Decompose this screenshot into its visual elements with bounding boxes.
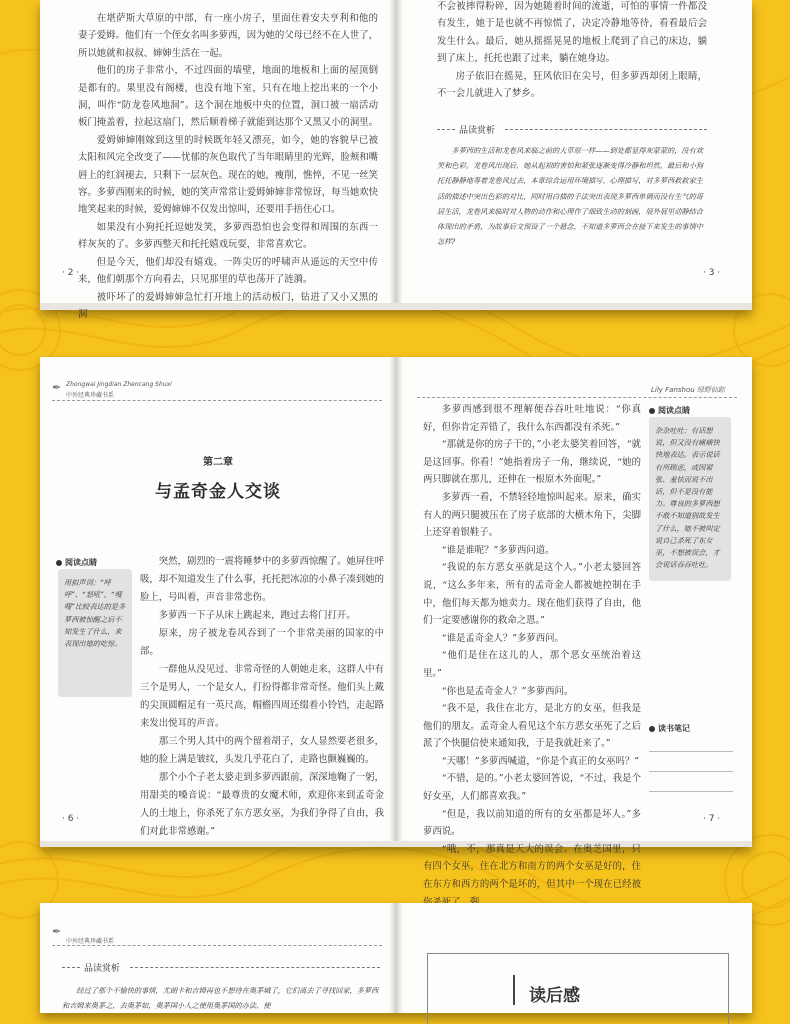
header-rule bbox=[52, 945, 382, 946]
paragraph: 但是今天，他们却没有嬉戏。一阵尖厉的呼啸声从遥远的天空中传来，他们朝那个方向看去，只见那里的草也荡开了涟漪。 bbox=[78, 256, 378, 286]
reading-tip-note: 杂杂吐吐：有话想说，但又没有痛痛快快地表达。表示说话有所顾虑，或因紧张、羞怯而说不出话，但不是没有能力。尊良的多萝西想不敢不知道别故发生了什么，她不被叫定说自己杀死了东女巫，不想被误会，才会说话吞吞吐吐。 bbox=[649, 417, 731, 581]
reading-notes-text: 读书笔记 bbox=[658, 724, 690, 733]
series-script: Zhongwai Jingdian Zhencang Shuxi bbox=[66, 381, 172, 388]
page-2 bbox=[40, 0, 396, 320]
bullet-icon bbox=[56, 560, 62, 566]
paragraph: “那就是你的房子干的，”小老太婆笑着回答，“就是这回事。你看！”她指着房子一角，继续说，“她的两只脚就在那儿，还伸在一根原木外面呢。” bbox=[423, 439, 641, 486]
reading-tip-text: 阅读点睛 bbox=[65, 558, 97, 567]
paragraph: “但是，我以前知道的所有的女巫都是坏人。”多萝西说。 bbox=[423, 808, 641, 838]
note-line bbox=[649, 771, 733, 772]
page-2-text bbox=[78, 10, 378, 323]
review-title: 读后感 bbox=[529, 986, 580, 1006]
paragraph: 爱姆婶婶刚嫁到这里的时候既年轻又漂亮，如今，她的容貌早已被太阳和风完全改变了——忧郁的灰色取代了当年眼睛里的光辉，脸颊和嘴唇上的红润褪去，只剩下一层灰色。现在的她，瘦削，憔悴，不见一丝笑容。多萝西刚来的时候，她的笑声常常让爱姆婶婶非常惊讶，每当她欢快地笑起来的时候，爱姆婶婶不仅发出惊叫，还要用手捂住心口。 bbox=[78, 134, 379, 216]
bullet-icon bbox=[649, 408, 655, 414]
paragraph: “哦，不，那真是天大的误会。在奥芝国里，只有四个女巫，住在北方和南方的两个女巫是好的，住在东方和西方的两个是坏的，但其中一个现在已经被 bbox=[423, 843, 641, 891]
note-line bbox=[649, 791, 733, 792]
paragraph: “他们是住在这儿的人，那个恶女巫统治着这里。” bbox=[423, 650, 641, 679]
page-left bbox=[40, 903, 396, 1013]
book-spread-3 bbox=[40, 903, 752, 1013]
running-header: Lily Fanshou 绿野仙踪 bbox=[651, 386, 725, 394]
appreciation-text bbox=[437, 143, 709, 249]
page-number: · 3 · bbox=[703, 268, 721, 278]
paragraph: 他们的房子非常小，不过四面的墙壁，地面的地板和上面的屋顶倒是都有的。果里没有阁楼，也没有地下室，只有在地上挖出来的一个小洞，叫作“防龙卷风地洞”。这个洞在地板中央的位置，洞口被一扇活动板门掩盖着，拉起这扇门，然后顺着梯子就能到达那个又黑又小的洞里。 bbox=[78, 65, 379, 129]
reading-tip-text: 阅读点睛 bbox=[658, 406, 690, 415]
paragraph: 那三个男人其中的两个留着胡子，女人显然要老很多，她的脸上满是皱纹，头发几乎花白了，走路也颤巍巍的。 bbox=[140, 736, 384, 765]
dashed-rule bbox=[505, 129, 707, 130]
reading-tip-label bbox=[649, 405, 690, 416]
dashed-rule bbox=[130, 967, 380, 968]
paragraph: 多萝西一下子从床上跳起来，跑过去将门打开。 bbox=[158, 610, 356, 621]
page-number: · 2 · bbox=[62, 268, 80, 278]
paragraph: “我不是，我住在北方，是北方的女巫，但我是他们的朋友。孟奇金人看见这个东方恶女巫死了之后派了个快腿信使来通知我，于是我就赶来了。” bbox=[423, 703, 641, 750]
page-number: · 6 · bbox=[62, 814, 80, 824]
dashed-rule bbox=[62, 967, 80, 968]
reading-tip-label bbox=[56, 557, 97, 568]
page-6 bbox=[40, 357, 396, 841]
book-gutter bbox=[389, 357, 403, 841]
paragraph: “谁是孟奇金人？”多萝西问。 bbox=[441, 632, 564, 644]
paragraph: 那个小个子老太婆走到多萝西跟前，深深地鞠了一躬，用甜美的嗓音说：“最尊贵的女魔术师，欢迎你来到孟奇金人的土地上，你杀死了东方恶女巫，为我们争得了自由，我们对此非常感谢。” bbox=[140, 772, 384, 837]
page-3-text bbox=[437, 0, 707, 102]
paragraph: 不会被摔得粉碎，因为她随着时间的流逝，可怕的事情一件都没有发生，她于是也就不再惊慌了，决定冷静地等待，看看最后会发生什么。最后，她从摇摇晃晃的地板上爬到了自己的床边，躺到了床上，托托也跟了过来，躺在她身边。 bbox=[437, 1, 707, 65]
header-rule bbox=[417, 397, 737, 398]
paragraph: 被吓坏了的爱姆婶婶急忙打开地上的活动板门，钻进了又小又黑的洞 bbox=[78, 291, 378, 320]
page-7-text bbox=[423, 401, 641, 911]
reading-notes-label bbox=[649, 723, 690, 734]
page-number: · 7 · bbox=[703, 814, 721, 824]
book-gutter bbox=[389, 0, 403, 303]
header-rule bbox=[52, 400, 382, 401]
series-logo-icon: ✒ bbox=[52, 925, 62, 938]
paragraph: “谁是谁呢？”多萝西问道。 bbox=[441, 544, 555, 556]
paragraph: 多萝西感到很不理解便吞吞吐吐地说：“你真好，但你肯定弄错了，我什么东西都没有杀死。” bbox=[423, 404, 641, 433]
page-3 bbox=[403, 0, 752, 303]
appreciation-header bbox=[62, 961, 380, 975]
chapter-number: 第二章 bbox=[203, 457, 233, 468]
appreciation-label: 品读赏析 bbox=[459, 126, 496, 136]
paragraph: “我说的东方恶女巫就是这个人。”小老太婆回答说，“这么多年来，所有的孟奇金人都被她控制在手中，他们每天都为她卖力。现在他们获得了自由，他们一定要感谢你的救命之恩。” bbox=[423, 562, 641, 627]
series-title: 中外经典珍藏书系 bbox=[66, 938, 115, 945]
paragraph: 原来，房子被龙卷风吞到了一个非常美丽的国家的中部。 bbox=[140, 628, 384, 657]
reading-tip-note: 用拟声词：“呼呼”、“怒吼”，“嗖嗖”比较表达的是多萝西被惊醒之后不知发生了什么，来表现出她的吃惊。 bbox=[58, 569, 132, 697]
appreciation-paragraph: 经过了那个不愉快的事情，尤朗卡和吉姆再也不想待在奥茅城了，它们离去了寻找回家，多萝西和吉姆来奥茅之，去奥茅如，奥茅国小人之使用奥茅国的办法、使 bbox=[62, 986, 379, 1011]
paragraph: 突然，剧烈的一震将睡梦中的多萝西惊醒了。她屏住呼吸，却不知道发生了什么事，托托把冰凉的小鼻子凑到她的脸上，号叫着，声音非常悲伤。 bbox=[140, 556, 384, 603]
book-gutter bbox=[389, 903, 403, 1013]
paragraph: 如果没有小狗托托逗她发笑，多萝西恐怕也会变得和周围的东西一样灰灰的了。多萝西整天和托托嬉戏玩耍，非常喜欢它。 bbox=[78, 221, 378, 251]
paragraph: “天哪！”多萝西喊道，“你是个真正的女巫吗？” bbox=[441, 755, 640, 767]
chapter-title: 与孟奇金人交谈 bbox=[155, 482, 281, 502]
appreciation-text bbox=[62, 983, 380, 1013]
note-line bbox=[649, 751, 733, 752]
appreciation-label: 品读赏析 bbox=[84, 964, 121, 974]
dashed-rule bbox=[437, 129, 455, 130]
book-spread-1 bbox=[40, 0, 752, 320]
paragraph: 在堪萨斯大草原的中部，有一座小房子，里面住着安夫亨利和他的妻子爱姆。他们有一个侄女名叫多萝西，因为她的父母已经不在人世了，所以她就和叔叔、婶婶生活在一起。 bbox=[78, 13, 379, 59]
pen-icon bbox=[513, 975, 515, 1005]
page-right bbox=[403, 903, 752, 1013]
page-7 bbox=[403, 357, 752, 891]
appreciation-paragraph: 多萝西的生活和龙卷风来临之前的大草原一样——到处都显得灰蒙蒙的，没有欢笑和色彩。龙卷风出现后，她从起初的害怕和紧张逐渐变得冷静和坦然，最后和小狗托托静静地等着龙卷风过去，本章综合运用环境描写、心理描写，对多萝西救救家生活的描述中突出色彩的对比，同时用白描的手法突出表现多萝西单调而没有生气的哥居生活，龙卷风来临时对人物的动作和心理作了细致生动的刻画，展外展里动静结合体现出的矛盾，为故事后文预设了一个悬念，不知道多萝西会在接下来发生的事情中怎样? bbox=[437, 146, 703, 247]
appreciation-header bbox=[437, 123, 707, 137]
paragraph: 多萝西一看，不禁轻轻地惊叫起来。原来，确实有人的两只腿被压在了房子底部的大横木角下，尖脚上还穿着银鞋子。 bbox=[423, 491, 641, 539]
bullet-icon bbox=[649, 726, 655, 732]
series-title: 中外经典珍藏书系 bbox=[66, 392, 115, 399]
paragraph: “你也是孟奇金人？”多萝西问。 bbox=[441, 685, 574, 697]
paragraph: 房子依旧在摇晃，狂风依旧在尖号，但多萝西却闭上眼睛，不一会儿就进入了梦乡。 bbox=[437, 70, 707, 100]
series-logo-icon: ✒ bbox=[52, 381, 62, 394]
book-spread-2 bbox=[40, 357, 752, 891]
page-6-text bbox=[140, 553, 384, 841]
paragraph: “不错，是的。”小老太婆回答说，“不过，我是个好女巫，人们都喜欢我。” bbox=[423, 773, 641, 803]
paragraph: 一群他从没见过、非常奇怪的人朝她走来，这群人中有三个是男人，一个是女人，打扮得都非常奇怪。他们头上戴的尖顶圆帽足有一英尺高，帽檐四周还缀着小铃铛，走起路来发出悦耳的声音。 bbox=[140, 664, 384, 729]
